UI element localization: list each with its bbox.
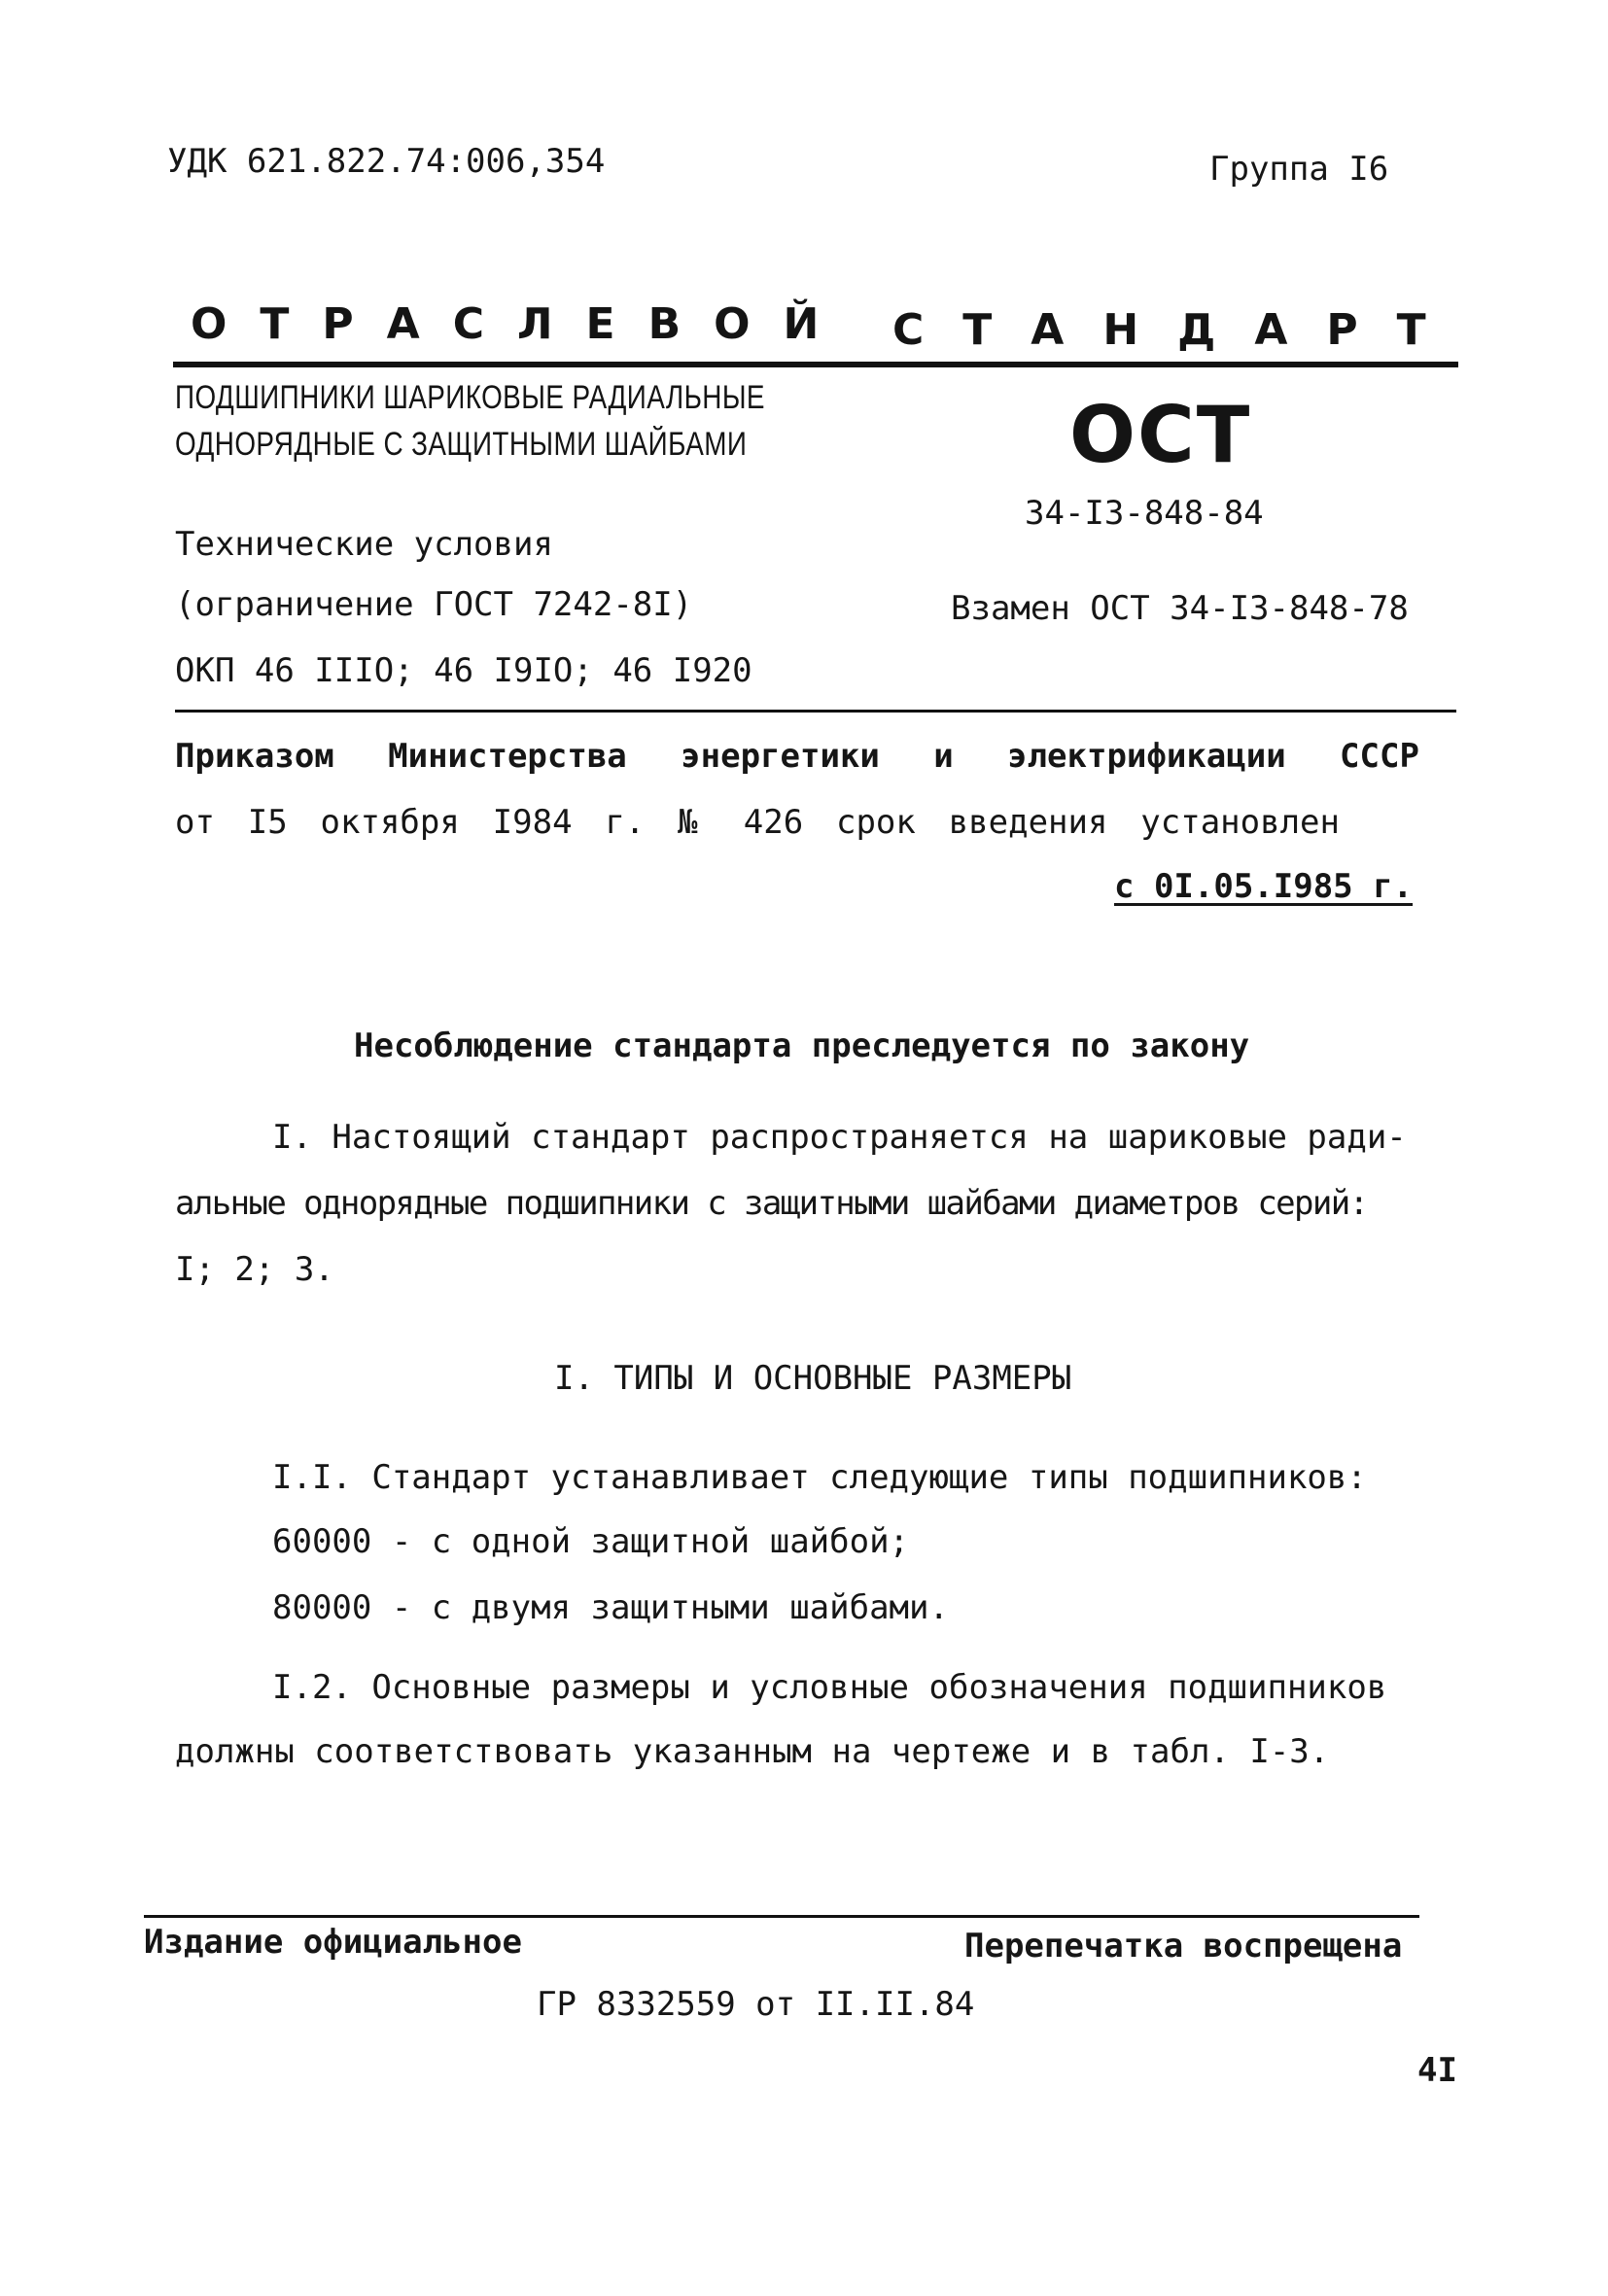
title-block-rule [175,710,1456,713]
order-word: от [175,803,215,842]
ost-mark: ОСТ [1069,390,1252,480]
intro-line-1: I. Настоящий стандарт распространяется на шариковые ради- [272,1118,1407,1157]
registration-number: ГР 8332559 от II.II.84 [537,1985,975,2024]
intro-line-2: альные однорядные подшипники с защитными шайбами диаметров серий: [175,1184,1368,1223]
order-line-2 [175,803,1340,842]
legal-warning: Несоблюдение стандарта преследуется по закону [354,1026,1250,1065]
effective-date: с 0I.05.I985 г. [1114,867,1414,906]
order-word: электрификации [1007,737,1286,776]
order-word: I984 г. [492,803,646,842]
order-word: и [933,737,954,776]
intro-line-3: I; 2; 3. [175,1250,334,1289]
order-line-1 [175,737,1419,776]
title-line-1: ПОДШИПНИКИ ШАРИКОВЫЕ РАДИАЛЬНЫЕ [175,379,765,416]
footer-rule [144,1915,1419,1918]
order-word: № 426 срок [678,803,916,842]
order-word: СССР [1340,737,1419,776]
restriction-note: (ограничение ГОСТ 7242-8I) [175,585,693,624]
section-heading: I. ТИПЫ И ОСНОВНЫЕ РАЗМЕРЫ [554,1359,1072,1398]
reprint-prohibited: Перепечатка воспрещена [964,1927,1403,1966]
replaces-note: Взамен ОСТ 34-I3-848-78 [951,589,1409,628]
banner-right: СТАНДАРТ [892,305,1465,355]
order-word: Министерства [388,737,627,776]
title-line-2: ОДНОРЯДНЫЕ С ЗАЩИТНЫМИ ШАЙБАМИ [175,426,748,463]
udk-code: УДК 621.822.74:006,354 [167,142,606,181]
order-word: Приказом [175,737,334,776]
clause-1-2-line-1: I.2. Основные размеры и условные обозначения подшипников [272,1668,1387,1707]
clause-1-1: I.I. Стандарт устанавливает следующие типы подшипников: [272,1458,1367,1497]
official-edition: Издание официальное [144,1923,522,1962]
okp-codes: ОКП 46 IIIO; 46 I9IO; 46 I920 [175,651,752,690]
order-word: введения [948,803,1108,842]
standard-number: 34-I3-848-84 [1025,494,1264,533]
page-number: 4I [1417,2051,1457,2090]
bearing-type-80000: 80000 - с двумя защитными шайбами. [272,1588,949,1627]
order-word: установлен [1140,803,1340,842]
group-label: Группа I6 [1209,150,1389,189]
spec-type: Технические условия [175,525,553,564]
order-word: энергетики [681,737,880,776]
banner-left: ОТРАСЛЕВОЙ [191,299,853,349]
bearing-type-60000: 60000 - с одной защитной шайбой; [272,1522,910,1561]
banner-rule [173,362,1458,367]
order-word: I5 октября [247,803,460,842]
clause-1-2-line-2: должны соответствовать указанным на чертеже и в табл. I-3. [175,1732,1330,1771]
